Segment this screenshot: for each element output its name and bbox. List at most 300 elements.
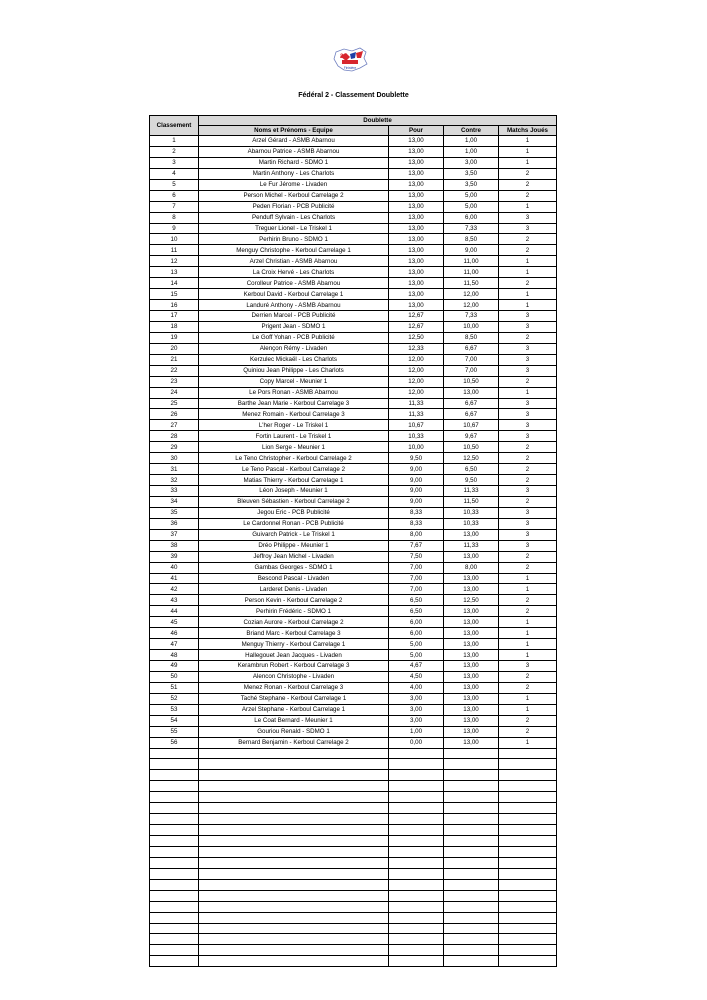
empty-row <box>150 748 557 759</box>
table-row <box>150 420 557 431</box>
name-cell: Le Pors Ronan - ASMB Abarnou <box>199 387 389 398</box>
empty-cell <box>150 912 199 923</box>
empty-cell <box>150 792 199 803</box>
contre-cell: 7,33 <box>444 223 499 234</box>
matchs-cell: 2 <box>499 453 557 464</box>
empty-cell <box>150 857 199 868</box>
matchs-cell: 3 <box>499 311 557 322</box>
empty-cell <box>199 868 389 879</box>
name-cell: Lion Serge - Meunier 1 <box>199 442 389 453</box>
table-row <box>150 223 557 234</box>
contre-cell: 6,50 <box>444 464 499 475</box>
name-cell: Kerambrun Robert - Kerboul Carrelage 3 <box>199 661 389 672</box>
pour-cell: 1,00 <box>389 726 444 737</box>
empty-cell <box>150 814 199 825</box>
pour-cell: 13,00 <box>389 136 444 147</box>
name-cell: Penduff Sylvain - Les Charlots <box>199 212 389 223</box>
empty-cell <box>150 901 199 912</box>
matchs-cell: 2 <box>499 179 557 190</box>
empty-cell <box>389 923 444 934</box>
empty-cell <box>499 956 557 967</box>
pour-cell: 3,00 <box>389 715 444 726</box>
table-row <box>150 311 557 322</box>
contre-cell: 12,00 <box>444 300 499 311</box>
contre-cell: 13,00 <box>444 661 499 672</box>
empty-cell <box>150 879 199 890</box>
matchs-cell: 2 <box>499 562 557 573</box>
matchs-cell: 3 <box>499 486 557 497</box>
name-cell: Bleuven Sébastien - Kerboul Carrelage 2 <box>199 496 389 507</box>
empty-cell <box>199 836 389 847</box>
empty-cell <box>444 825 499 836</box>
matchs-cell: 1 <box>499 289 557 300</box>
rank-cell: 2 <box>150 146 199 157</box>
matchs-cell: 2 <box>499 496 557 507</box>
rank-cell: 36 <box>150 518 199 529</box>
pour-cell: 6,00 <box>389 628 444 639</box>
table-row <box>150 628 557 639</box>
matchs-cell: 2 <box>499 190 557 201</box>
table-row <box>150 529 557 540</box>
empty-cell <box>150 923 199 934</box>
table-row <box>150 212 557 223</box>
table-row <box>150 300 557 311</box>
matchs-cell: 3 <box>499 518 557 529</box>
contre-cell: 13,00 <box>444 551 499 562</box>
contre-cell: 13,00 <box>444 584 499 595</box>
pour-cell: 9,00 <box>389 486 444 497</box>
pour-cell: 12,00 <box>389 376 444 387</box>
contre-cell: 10,50 <box>444 442 499 453</box>
name-cell: Le Fur Jérome - Livaden <box>199 179 389 190</box>
pour-cell: 9,00 <box>389 496 444 507</box>
table-row <box>150 584 557 595</box>
table-row <box>150 136 557 147</box>
name-cell: Taché Stephane - Kerboul Carrelage 1 <box>199 693 389 704</box>
table-row <box>150 617 557 628</box>
name-cell: Jegou Eric - PCB Publicité <box>199 507 389 518</box>
empty-cell <box>150 890 199 901</box>
empty-row <box>150 923 557 934</box>
contre-cell: 1,00 <box>444 136 499 147</box>
table-row <box>150 179 557 190</box>
rank-cell: 21 <box>150 354 199 365</box>
table-row <box>150 168 557 179</box>
name-cell: Quiniou Jean Philippe - Les Charlots <box>199 365 389 376</box>
rank-cell: 19 <box>150 332 199 343</box>
empty-cell <box>389 825 444 836</box>
table-row <box>150 234 557 245</box>
contre-cell: 12,50 <box>444 595 499 606</box>
empty-cell <box>499 857 557 868</box>
matchs-cell: 1 <box>499 650 557 661</box>
empty-cell <box>499 770 557 781</box>
contre-cell: 10,33 <box>444 518 499 529</box>
pour-cell: 13,00 <box>389 256 444 267</box>
rank-cell: 31 <box>150 464 199 475</box>
empty-cell <box>199 934 389 945</box>
matchs-cell: 2 <box>499 671 557 682</box>
matchs-cell: 2 <box>499 234 557 245</box>
pour-cell: 6,50 <box>389 606 444 617</box>
matchs-cell: 1 <box>499 704 557 715</box>
contre-cell: 3,50 <box>444 179 499 190</box>
rank-cell: 17 <box>150 311 199 322</box>
name-cell: Alencon Christophe - Livaden <box>199 671 389 682</box>
empty-cell <box>444 846 499 857</box>
rank-cell: 7 <box>150 201 199 212</box>
matchs-cell: 1 <box>499 136 557 147</box>
matchs-cell: 2 <box>499 464 557 475</box>
contre-cell: 13,00 <box>444 387 499 398</box>
contre-cell: 6,67 <box>444 409 499 420</box>
empty-cell <box>199 901 389 912</box>
empty-cell <box>199 846 389 857</box>
rank-cell: 52 <box>150 693 199 704</box>
table-row <box>150 540 557 551</box>
empty-row <box>150 857 557 868</box>
table-row <box>150 146 557 157</box>
empty-cell <box>444 770 499 781</box>
matchs-cell: 3 <box>499 223 557 234</box>
table-row <box>150 551 557 562</box>
pour-cell: 13,00 <box>389 245 444 256</box>
pour-cell: 6,50 <box>389 595 444 606</box>
table-row <box>150 409 557 420</box>
rank-cell: 25 <box>150 398 199 409</box>
empty-cell <box>199 857 389 868</box>
table-row <box>150 398 557 409</box>
table-row <box>150 376 557 387</box>
rank-cell: 6 <box>150 190 199 201</box>
rank-cell: 11 <box>150 245 199 256</box>
empty-cell <box>389 857 444 868</box>
empty-cell <box>199 825 389 836</box>
rank-cell: 23 <box>150 376 199 387</box>
table-row <box>150 737 557 748</box>
contre-cell: 8,00 <box>444 562 499 573</box>
rank-cell: 30 <box>150 453 199 464</box>
contre-cell: 11,33 <box>444 540 499 551</box>
table-row <box>150 704 557 715</box>
table-row <box>150 715 557 726</box>
table-row <box>150 661 557 672</box>
name-cell: Guivarch Patrick - Le Triskel 1 <box>199 529 389 540</box>
pour-cell: 6,00 <box>389 617 444 628</box>
name-cell: Kerboul David - Kerboul Carrelage 1 <box>199 289 389 300</box>
contre-cell: 13,00 <box>444 704 499 715</box>
name-cell: Le Teno Pascal - Kerboul Carrelage 2 <box>199 464 389 475</box>
empty-row <box>150 825 557 836</box>
contre-cell: 10,50 <box>444 376 499 387</box>
empty-cell <box>389 868 444 879</box>
empty-cell <box>444 748 499 759</box>
matchs-cell: 3 <box>499 431 557 442</box>
empty-cell <box>150 836 199 847</box>
name-cell: Cozian Aurore - Kerboul Carrelage 2 <box>199 617 389 628</box>
empty-row <box>150 890 557 901</box>
pour-cell: 13,00 <box>389 146 444 157</box>
pour-cell: 7,00 <box>389 562 444 573</box>
rank-cell: 3 <box>150 157 199 168</box>
matchs-cell: 3 <box>499 321 557 332</box>
matchs-cell: 3 <box>499 409 557 420</box>
empty-cell <box>150 945 199 956</box>
table-row <box>150 573 557 584</box>
table-row <box>150 496 557 507</box>
name-cell: Bescond Pascal - Livaden <box>199 573 389 584</box>
empty-row <box>150 803 557 814</box>
matchs-cell: 2 <box>499 475 557 486</box>
name-cell: Landuré Anthony - ASMB Abarnou <box>199 300 389 311</box>
empty-cell <box>499 803 557 814</box>
contre-cell: 7,00 <box>444 354 499 365</box>
empty-cell <box>499 792 557 803</box>
table-row <box>150 343 557 354</box>
empty-cell <box>150 956 199 967</box>
rank-cell: 39 <box>150 551 199 562</box>
name-cell: Léon Joseph - Meunier 1 <box>199 486 389 497</box>
pour-cell: 13,00 <box>389 300 444 311</box>
name-cell: Hallegouet Jean Jacques - Livaden <box>199 650 389 661</box>
empty-row <box>150 792 557 803</box>
pour-cell: 4,50 <box>389 671 444 682</box>
empty-cell <box>389 956 444 967</box>
table-row <box>150 464 557 475</box>
matchs-cell: 2 <box>499 332 557 343</box>
rank-cell: 9 <box>150 223 199 234</box>
matchs-cell: 2 <box>499 278 557 289</box>
table-row <box>150 606 557 617</box>
rank-cell: 45 <box>150 617 199 628</box>
matchs-cell: 1 <box>499 256 557 267</box>
table-row <box>150 365 557 376</box>
name-cell: Peden Florian - PCB Publicité <box>199 201 389 212</box>
rank-cell: 22 <box>150 365 199 376</box>
pour-cell: 12,50 <box>389 332 444 343</box>
matchs-cell: 1 <box>499 267 557 278</box>
table-row <box>150 387 557 398</box>
rank-cell: 43 <box>150 595 199 606</box>
contre-cell: 13,00 <box>444 737 499 748</box>
empty-cell <box>444 945 499 956</box>
pour-cell: 12,33 <box>389 343 444 354</box>
empty-row <box>150 759 557 770</box>
name-cell: Derrien Marcel - PCB Publicité <box>199 311 389 322</box>
contre-cell: 7,33 <box>444 311 499 322</box>
logo-caption: Finistère <box>343 66 357 70</box>
col-header-pour: Pour <box>389 126 444 136</box>
rank-cell: 49 <box>150 661 199 672</box>
rank-cell: 56 <box>150 737 199 748</box>
rank-cell: 29 <box>150 442 199 453</box>
contre-cell: 5,00 <box>444 201 499 212</box>
col-header-matchs: Matchs Joués <box>499 126 557 136</box>
empty-cell <box>444 901 499 912</box>
matchs-cell: 1 <box>499 737 557 748</box>
logo-number: 29 <box>340 54 347 60</box>
name-cell: Copy Marcel - Meunier 1 <box>199 376 389 387</box>
pour-cell: 11,33 <box>389 409 444 420</box>
contre-cell: 13,00 <box>444 606 499 617</box>
pour-cell: 13,00 <box>389 267 444 278</box>
empty-cell <box>499 912 557 923</box>
pour-cell: 9,00 <box>389 464 444 475</box>
empty-cell <box>444 781 499 792</box>
empty-row <box>150 934 557 945</box>
empty-cell <box>499 890 557 901</box>
pour-cell: 5,00 <box>389 639 444 650</box>
rank-cell: 37 <box>150 529 199 540</box>
pour-cell: 12,00 <box>389 354 444 365</box>
table-row <box>150 453 557 464</box>
table-row <box>150 157 557 168</box>
table-row <box>150 201 557 212</box>
matchs-cell: 2 <box>499 606 557 617</box>
contre-cell: 3,50 <box>444 168 499 179</box>
matchs-cell: 1 <box>499 201 557 212</box>
empty-cell <box>389 759 444 770</box>
name-cell: Prigent Jean - SDMO 1 <box>199 321 389 332</box>
col-header-contre: Contre <box>444 126 499 136</box>
pour-cell: 12,00 <box>389 387 444 398</box>
table-row <box>150 190 557 201</box>
rank-cell: 15 <box>150 289 199 300</box>
empty-cell <box>389 945 444 956</box>
name-cell: Matias Thierry - Kerboul Carrelage 1 <box>199 475 389 486</box>
rank-cell: 35 <box>150 507 199 518</box>
empty-cell <box>389 814 444 825</box>
matchs-cell: 1 <box>499 693 557 704</box>
matchs-cell: 3 <box>499 365 557 376</box>
pour-cell: 4,67 <box>389 661 444 672</box>
table-row <box>150 475 557 486</box>
empty-cell <box>499 781 557 792</box>
contre-cell: 11,50 <box>444 496 499 507</box>
empty-cell <box>499 923 557 934</box>
pour-cell: 3,00 <box>389 693 444 704</box>
table-row <box>150 562 557 573</box>
contre-cell: 5,00 <box>444 190 499 201</box>
name-cell: Barthe Jean Marie - Kerboul Carrelage 3 <box>199 398 389 409</box>
rank-cell: 42 <box>150 584 199 595</box>
group-header: Doublette <box>199 116 557 126</box>
empty-row <box>150 846 557 857</box>
contre-cell: 10,00 <box>444 321 499 332</box>
name-cell: Le Teno Christopher - Kerboul Carrelage 2 <box>199 453 389 464</box>
rank-cell: 33 <box>150 486 199 497</box>
empty-cell <box>199 890 389 901</box>
matchs-cell: 1 <box>499 146 557 157</box>
contre-cell: 13,00 <box>444 650 499 661</box>
empty-cell <box>444 890 499 901</box>
contre-cell: 13,00 <box>444 639 499 650</box>
name-cell: Briand Marc - Kerboul Carrelage 3 <box>199 628 389 639</box>
table-row <box>150 256 557 267</box>
pour-cell: 13,00 <box>389 179 444 190</box>
name-cell: Le Coat Bernard - Meunier 1 <box>199 715 389 726</box>
name-cell: Bernard Benjamin - Kerboul Carrelage 2 <box>199 737 389 748</box>
contre-cell: 7,00 <box>444 365 499 376</box>
empty-cell <box>150 868 199 879</box>
empty-cell <box>499 945 557 956</box>
matchs-cell: 2 <box>499 376 557 387</box>
pour-cell: 10,33 <box>389 431 444 442</box>
name-cell: Alençon Rémy - Livaden <box>199 343 389 354</box>
name-cell: Dréo Philippe - Meunier 1 <box>199 540 389 551</box>
rank-cell: 28 <box>150 431 199 442</box>
matchs-cell: 3 <box>499 420 557 431</box>
matchs-cell: 3 <box>499 540 557 551</box>
contre-cell: 13,00 <box>444 628 499 639</box>
empty-cell <box>199 912 389 923</box>
empty-cell <box>499 934 557 945</box>
empty-cell <box>150 846 199 857</box>
empty-cell <box>199 792 389 803</box>
rank-cell: 26 <box>150 409 199 420</box>
contre-cell: 13,00 <box>444 529 499 540</box>
name-cell: Menez Ronan - Kerboul Carrelage 3 <box>199 682 389 693</box>
name-cell: Menez Romain - Kerboul Carrelage 3 <box>199 409 389 420</box>
name-cell: L'her Roger - Le Triskel 1 <box>199 420 389 431</box>
pour-cell: 13,00 <box>389 201 444 212</box>
empty-cell <box>444 879 499 890</box>
name-cell: Larderet Denis - Livaden <box>199 584 389 595</box>
empty-cell <box>499 901 557 912</box>
pour-cell: 10,00 <box>389 442 444 453</box>
name-cell: Menguy Thierry - Kerboul Carrelage 1 <box>199 639 389 650</box>
pour-cell: 13,00 <box>389 223 444 234</box>
table-row <box>150 486 557 497</box>
empty-cell <box>389 879 444 890</box>
table-row <box>150 693 557 704</box>
name-cell: Abarnou Patrice - ASMB Abarnou <box>199 146 389 157</box>
empty-cell <box>444 836 499 847</box>
table-row <box>150 289 557 300</box>
contre-cell: 6,67 <box>444 343 499 354</box>
pour-cell: 12,00 <box>389 365 444 376</box>
empty-row <box>150 945 557 956</box>
contre-cell: 9,67 <box>444 431 499 442</box>
empty-cell <box>444 934 499 945</box>
matchs-cell: 2 <box>499 245 557 256</box>
table-row <box>150 245 557 256</box>
empty-cell <box>199 748 389 759</box>
matchs-cell: 2 <box>499 442 557 453</box>
pour-cell: 10,67 <box>389 420 444 431</box>
rank-cell: 53 <box>150 704 199 715</box>
empty-cell <box>199 814 389 825</box>
page-title: Fédéral 2 - Classement Doublette <box>298 92 409 99</box>
pour-cell: 7,00 <box>389 573 444 584</box>
table-row <box>150 518 557 529</box>
empty-cell <box>389 781 444 792</box>
rank-cell: 27 <box>150 420 199 431</box>
table-row <box>150 650 557 661</box>
table-row <box>150 332 557 343</box>
name-cell: Gouriou Renald - SDMO 1 <box>199 726 389 737</box>
empty-cell <box>150 759 199 770</box>
matchs-cell: 2 <box>499 726 557 737</box>
matchs-cell: 3 <box>499 398 557 409</box>
contre-cell: 6,67 <box>444 398 499 409</box>
contre-cell: 11,00 <box>444 267 499 278</box>
matchs-cell: 3 <box>499 343 557 354</box>
rank-cell: 8 <box>150 212 199 223</box>
contre-cell: 13,00 <box>444 682 499 693</box>
empty-cell <box>389 836 444 847</box>
matchs-cell: 2 <box>499 168 557 179</box>
